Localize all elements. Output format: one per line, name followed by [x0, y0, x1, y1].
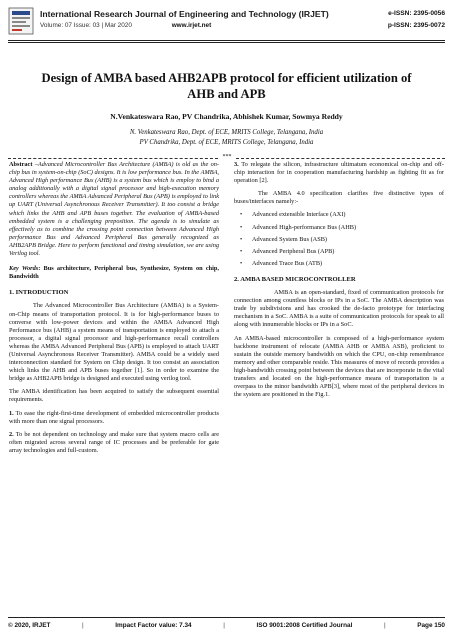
separator-dash-right	[236, 158, 445, 159]
intro-paragraph-1: The Advanced Microcontroller Bus Architecture (AMBA) is a System-on-Chip means of transportation protocol. It is for high-performance buses to converse with low-power devices and within the AMBA Advanced High Performance bus (AHB) a system means of transportation is employed to attach a processor, a digital signal processor and high-performance recall controllers whereas the AMBA Advanced Peripheral Bus (APB) is employed to attach UART (Universal Asynchronous Receiver Transmitter). AMBA could be a widely used interconnection standard for System on Chip design. It too consist an association which links the AHB and APB buses together [1]. So in order to examine the bridge as AHB2APB bridge is designed and executed using verilog tool.	[9, 302, 219, 383]
list-item-text: Advanced Trace Bus (ATB)	[252, 259, 323, 267]
authors: N.Venkateswara Rao, PV Chandrika, Abhishek Kumar, Sowmya Reddy	[110, 112, 343, 121]
requirement-number-1: 1.	[9, 409, 14, 417]
intro-paragraph-2: The AMBA identification has been acquired to satisfy the subsequent essential requirements.	[9, 388, 219, 404]
amba-paragraph-2: An AMBA-based microcontroller is composed of a high-performance system backbone instrument of relocate (AMBA AHB or AMBA ASB), proficient to sustain the outside memory bandwidth on which the CPU, on-chip remembrance memory and other comparable reside. This measures of move of records provides a high-bandwidth crossing point between the devices that are incorporate in the vital transfers and located on the high-performance means of transportation is a overpass to the minor bandwidth APB[3], where most of the peripheral devices in the system are positioned in the Fig.1.	[234, 334, 444, 399]
bullet-icon: •	[240, 259, 243, 267]
journal-header	[8, 6, 445, 40]
requirement-text-2: To be not dependent on technology and make sure that system macro cells are often migrated across several range of IC processes and be preferable for gate array technologies and full-custom.	[9, 430, 219, 454]
list-item	[240, 247, 444, 256]
separator-dash-left	[8, 158, 218, 159]
requirement-item-3	[234, 161, 444, 185]
impact-factor: Impact Factor value: 7.34	[115, 622, 192, 629]
amba-paragraph-1: AMBA is an open-standard, fixed of communication protocols for connection among countless blocks or IPs in a SoC. The AMBA description was trade by subdivisions and has crooked the de-facto prototype for interfacing mechanism in a SoC. AMBA is a suite of communication protocols for speak to all along with innumerable blocks or IPs in a SoC.	[234, 289, 444, 329]
list-item-text: Advanced Peripheral Bus (APB)	[252, 247, 335, 255]
section-heading-introduction: 1. INTRODUCTION	[9, 289, 69, 297]
journal-website-link[interactable]: www.irjet.net	[171, 22, 212, 29]
journal-footer	[8, 622, 445, 629]
right-column	[234, 161, 444, 404]
abstract-label: Abstract	[9, 161, 33, 168]
abstract-text: –Advanced Microcontroller Bus Architecture (AMBA) is old as the on-chip bus in system-on-chip (SoC) designs. It is low performance bus. In the AMBA, Advanced High performance Bus (AHB) is a system bus which is employ to bind a analog additionally with a digital signal processor and high-execution memory controllers whereas the AMBA Advanced Peripheral Bus (APB) is employed to link up UART (Universal Asynchronous Receiver Transmitter). It too consist a bridge which links the AHB and APB buses together. The evaluation of AMBA-based embedded system is a challenging preposition. The agenda is to simulate as effectively as to combine the crossing point connection between Advanced High performance Bus and Advanced Peripheral Bus generally recognized as AHB2APB Bridge. Here to perform functional and timing simulation, we are using Verilog tool.	[9, 161, 219, 258]
separator-stars: ***	[222, 154, 232, 160]
bullet-icon: •	[240, 235, 243, 243]
list-item	[240, 259, 444, 268]
list-item	[240, 223, 444, 232]
requirement-item-1	[9, 410, 219, 426]
header-rule-thin	[8, 42, 445, 43]
page-number: Page 150	[417, 622, 445, 629]
requirement-text-3: To relegate the silicon, infrastructure ultimatum economical on-chip and off-chip interaction for in cooperation manufacturing hardship as fighting fit as for operation [2].	[234, 161, 444, 185]
title-line-1: Design of AMBA based AHB2APB protocol for efficient utilization of	[41, 71, 412, 85]
bullet-icon: •	[240, 211, 243, 219]
bullet-icon: •	[240, 247, 243, 255]
list-item-text: Advanced extensible Interface (AXI)	[252, 211, 346, 219]
requirement-text-1: To ease the right-first-time development of embedded microcontroller products with more than one signal processors.	[9, 409, 219, 425]
affiliation-1: N. Venkateswara Rao, Dept. of ECE, MRITS College, Telangana, India	[129, 129, 324, 136]
copyright: © 2020, IRJET	[8, 622, 51, 629]
list-item-text: Advanced High-performance Bus (AHB)	[252, 223, 357, 231]
footer-rule	[8, 617, 445, 618]
volume-line	[40, 22, 211, 29]
irjet-logo-icon	[8, 7, 34, 35]
left-column	[9, 161, 219, 460]
list-item	[240, 235, 444, 244]
footer-separator: |	[223, 622, 225, 629]
spec-paragraph: The AMBA 4.0 specification clarifies five distinctive types of buses/interfaces namely:-	[234, 190, 444, 206]
header-rule	[8, 40, 445, 41]
requirement-number-2: 2.	[9, 430, 14, 438]
journal-name: International Research Journal of Engineering and Technology (IRJET)	[40, 9, 329, 19]
volume-issue: Volume: 07 Issue: 03 | Mar 2020	[40, 22, 132, 29]
keywords-text: : Bus architecture, Peripheral bus, Synthesize, System on chip, Bandwidth	[9, 265, 219, 281]
requirement-item-2	[9, 431, 219, 455]
section-heading-amba-microcontroller: 2. AMBA BASED MICROCONTROLLER	[234, 275, 356, 283]
bullet-icon: •	[240, 223, 243, 231]
list-item-text: Advanced System Bus (ASB)	[252, 235, 328, 243]
p-issn: p-ISSN: 2395-0072	[387, 22, 445, 29]
bus-type-list	[234, 211, 444, 267]
title-line-2: AHB and APB	[187, 87, 266, 101]
footer-separator: |	[81, 622, 84, 629]
list-item	[240, 211, 444, 219]
abstract	[9, 161, 219, 258]
e-issn: e-ISSN: 2395-0056	[388, 10, 445, 17]
requirement-number-3: 3.	[234, 161, 239, 168]
paper-title	[20, 70, 433, 102]
keywords	[9, 265, 219, 281]
iso-certification: ISO 9001:2008 Certified Journal	[256, 622, 353, 629]
footer-separator: |	[383, 622, 386, 629]
affiliation-2: PV Chandrika, Dept. of ECE, MRITS College, Telangana, India	[139, 139, 314, 146]
keywords-label: Key Words	[9, 265, 39, 273]
